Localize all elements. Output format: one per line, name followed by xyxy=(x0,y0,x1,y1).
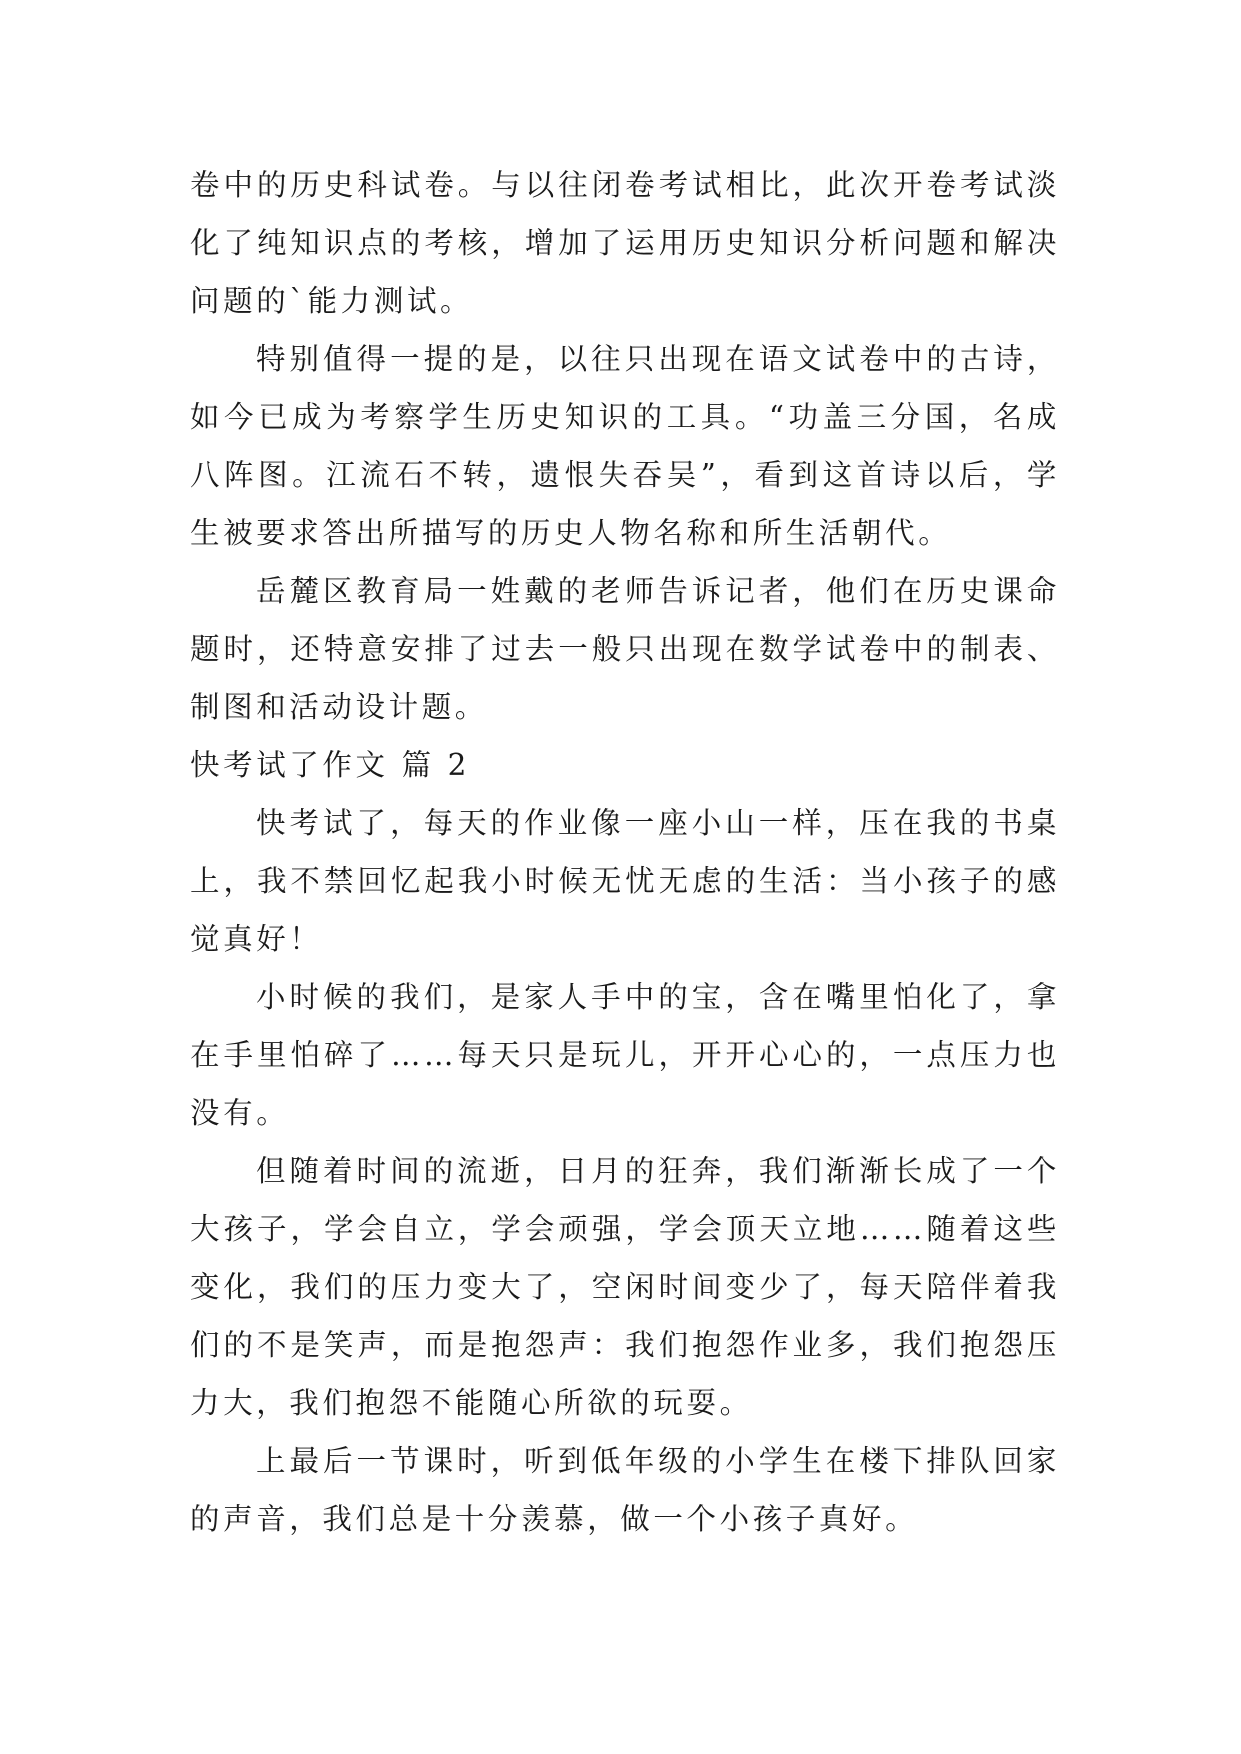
paragraph: 特别值得一提的是，以往只出现在语文试卷中的古诗，如今已成为考察学生历史知识的工具。“功盖三分国，名成八阵图。江流石不转，遗恨失吞吴”，看到这首诗以后，学生被要求答出所描写的历史人物名称和所生活朝代。 xyxy=(190,342,1060,550)
paragraph: 上最后一节课时，听到低年级的小学生在楼下排队回家的声音，我们总是十分羡慕，做一个小孩子真好。 xyxy=(190,1444,1060,1536)
document-body xyxy=(190,156,1060,1548)
section-heading: 快考试了作文 篇 2 xyxy=(190,748,471,782)
paragraph: 卷中的历史科试卷。与以往闭卷考试相比，此次开卷考试淡化了纯知识点的考核，增加了运用历史知识分析问题和解决问题的`能力测试。 xyxy=(190,168,1060,318)
paragraph: 快考试了，每天的作业像一座小山一样，压在我的书桌上，我不禁回忆起我小时候无忧无虑的生活：当小孩子的感觉真好！ xyxy=(190,806,1060,956)
paragraph: 但随着时间的流逝，日月的狂奔，我们渐渐长成了一个大孩子，学会自立，学会顽强，学会顶天立地……随着这些变化，我们的压力变大了，空闲时间变少了，每天陪伴着我们的不是笑声，而是抱怨声：我们抱怨作业多，我们抱怨压力大，我们抱怨不能随心所欲的玩耍。 xyxy=(190,1154,1060,1420)
paragraph: 小时候的我们，是家人手中的宝，含在嘴里怕化了，拿在手里怕碎了……每天只是玩儿，开开心心的，一点压力也没有。 xyxy=(190,980,1060,1130)
paragraph: 岳麓区教育局一姓戴的老师告诉记者，他们在历史课命题时，还特意安排了过去一般只出现在数学试卷中的制表、制图和活动设计题。 xyxy=(190,574,1060,724)
